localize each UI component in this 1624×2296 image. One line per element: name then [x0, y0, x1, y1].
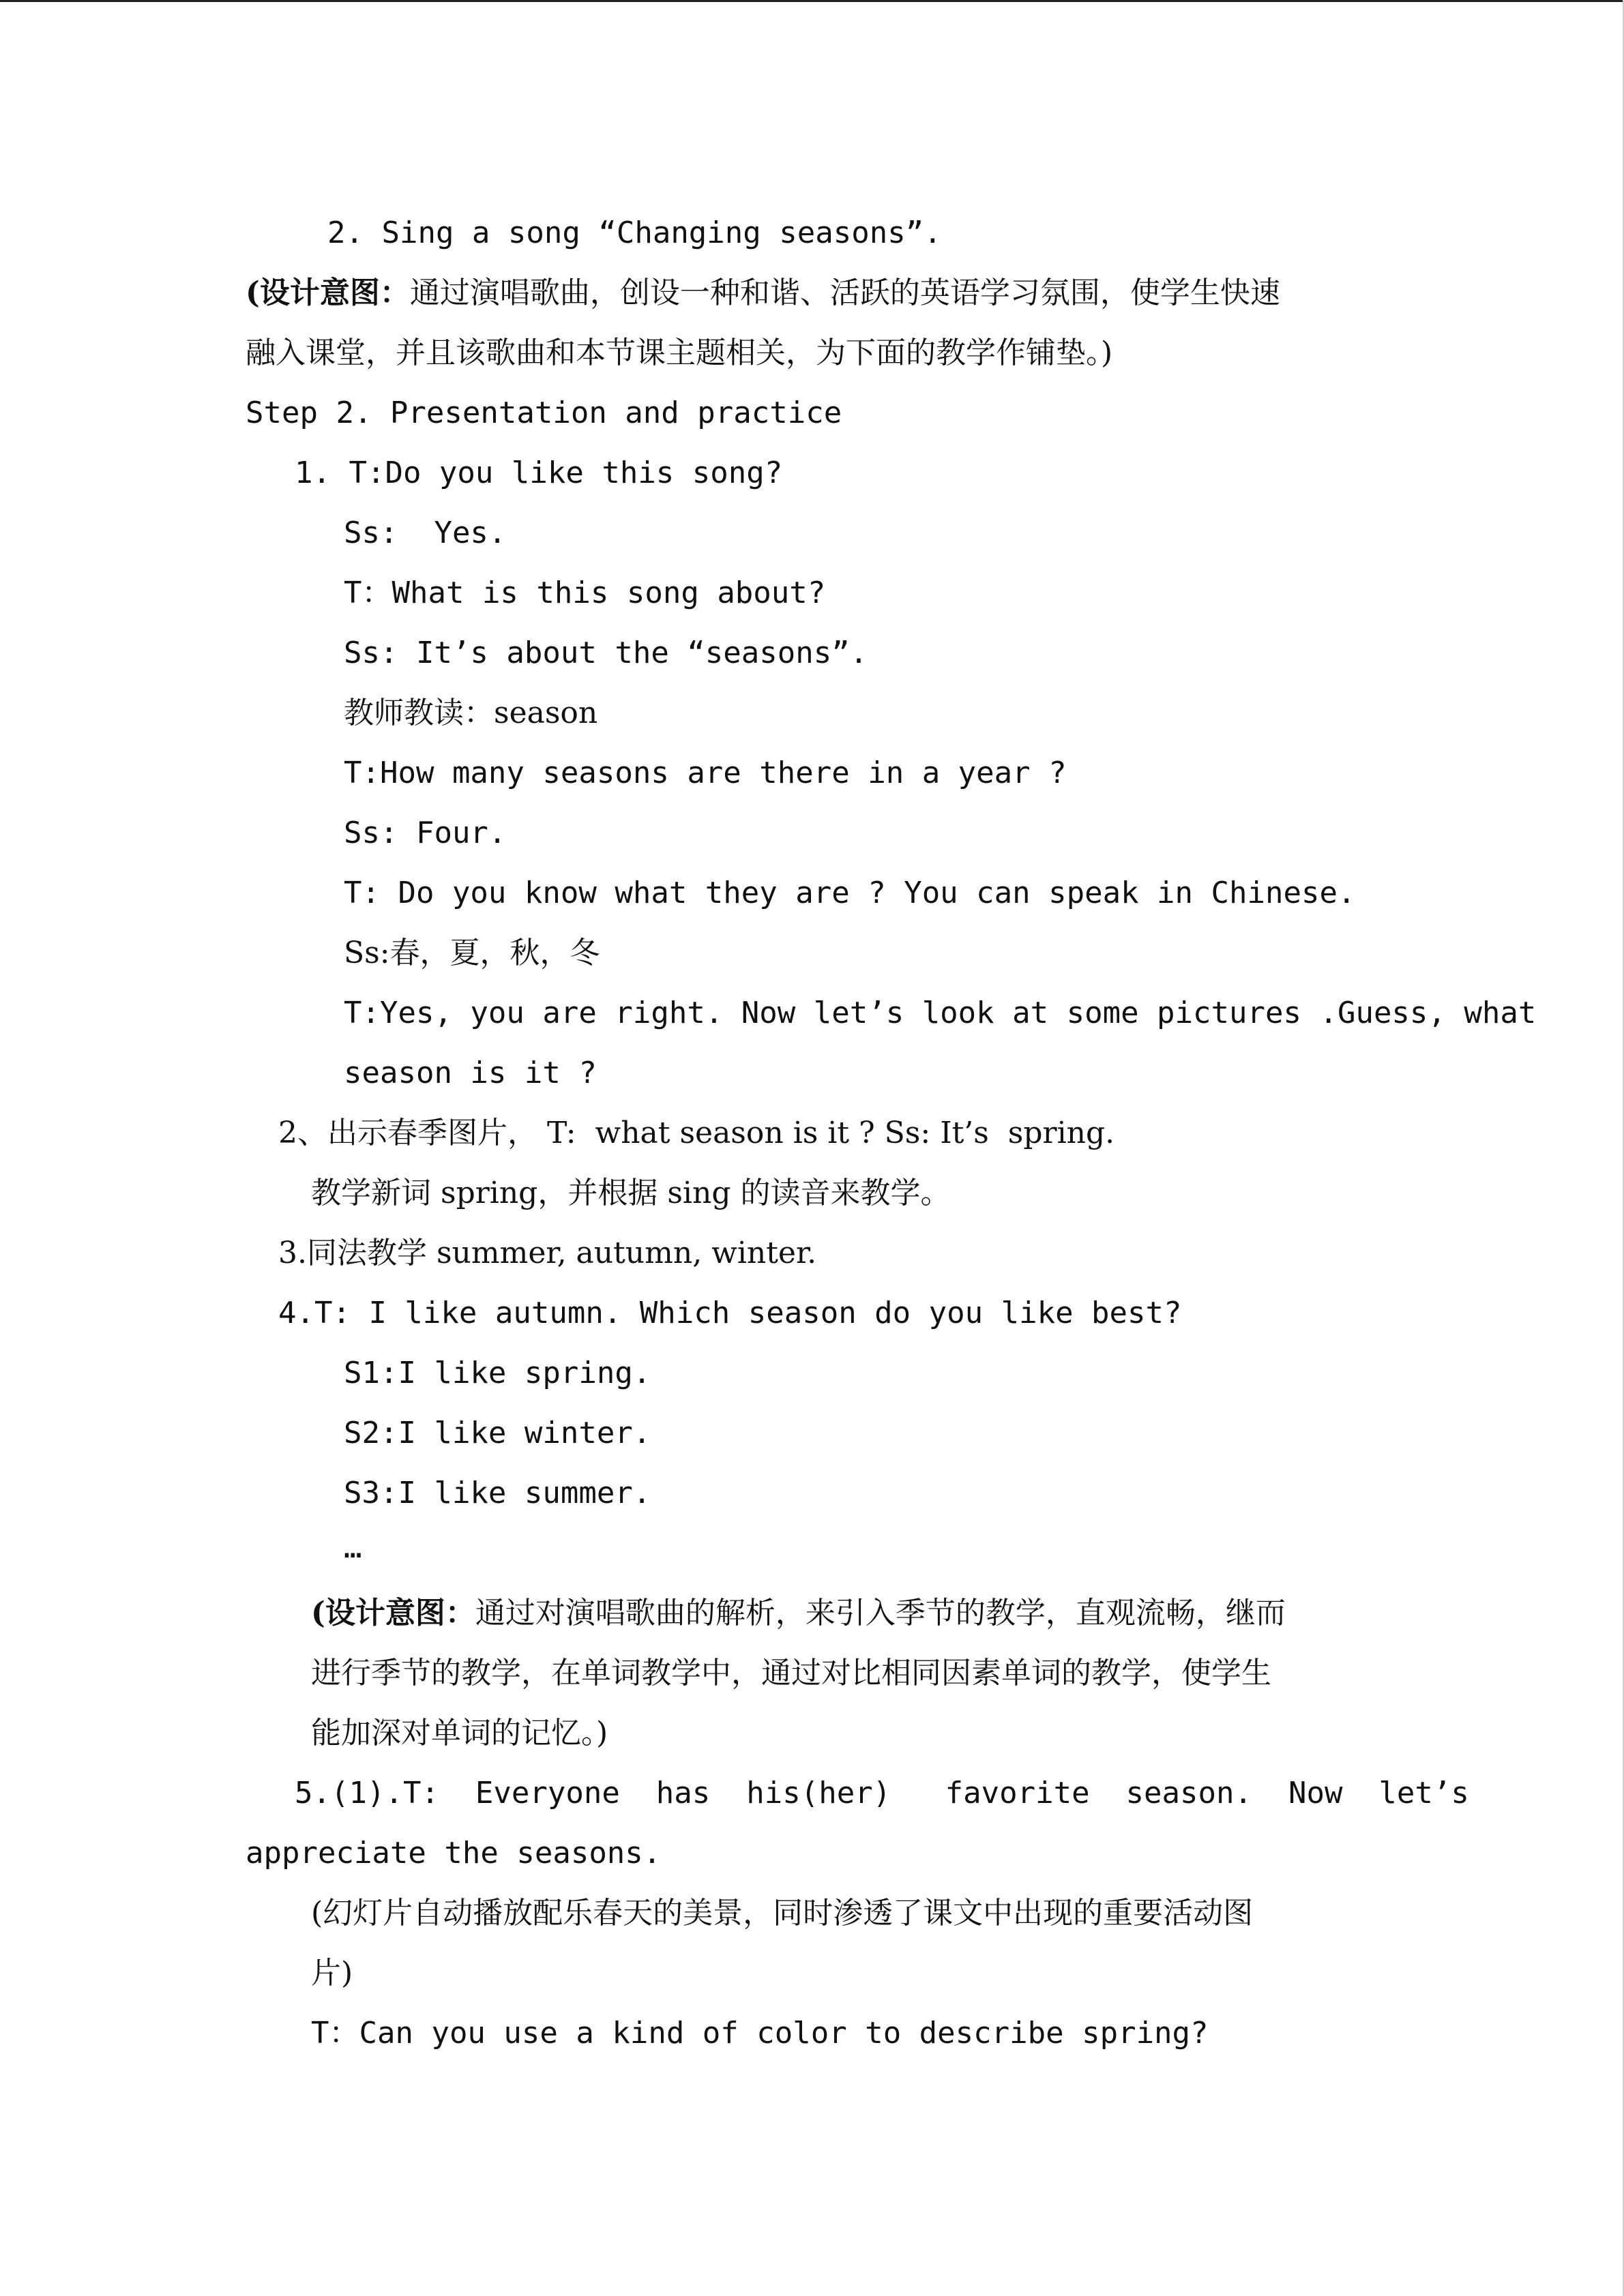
slideshow-note-line-1: (幻灯片自动播放配乐春天的美景，同时渗透了课文中出现的重要活动图 — [311, 1896, 1254, 1930]
activity-note: 教学新词 spring，并根据 sing 的读音来教学。 — [311, 1176, 951, 1210]
slideshow-note-line-2: 片) — [311, 1956, 353, 1991]
design-intent-1-line-1 — [246, 273, 1280, 314]
dialogue-line: Ss: It’s about the “seasons”. — [344, 636, 868, 670]
dialogue-line: T:Yes, you are right. Now let’s look at some pictures .Guess, what — [344, 996, 1537, 1030]
dialogue-line: S1:I like spring. — [344, 1356, 651, 1390]
teacher-note: 教师教读：season — [344, 696, 598, 730]
dialogue-line: Ss: Four. — [344, 816, 507, 850]
page-top-border — [0, 0, 1624, 2]
activity-item: 5.(1).T: Everyone has his(her) favorite season. Now let’s — [295, 1776, 1469, 1810]
dialogue-line: Ss:春，夏，秋，冬 — [344, 936, 600, 970]
step-2-heading: Step 2. Presentation and practice — [246, 396, 842, 430]
dialogue-line: T：What is this song about? — [344, 576, 826, 610]
activity-item-continued: appreciate the seasons. — [246, 1836, 662, 1870]
design-intent-2-line-1 — [311, 1593, 1286, 1634]
song-item: 2. Sing a song “Changing seasons”. — [327, 215, 942, 250]
dialogue-line: 1. T:Do you like this song? — [295, 456, 783, 490]
dialogue-line: S3:I like summer. — [344, 1476, 651, 1510]
activity-item: 2、出示春季图片， T: what season is it ? Ss: It’s spring. — [278, 1116, 1115, 1150]
dialogue-line: season is it ? — [344, 1056, 597, 1090]
ellipsis: … — [344, 1530, 362, 1565]
design-intent-label: (设计意图： — [311, 1596, 475, 1630]
design-intent-text: 通过对演唱歌曲的解析，来引入季节的教学，直观流畅，继而 — [475, 1596, 1286, 1630]
dialogue-line: Ss: Yes. — [344, 516, 507, 550]
design-intent-2-line-3: 能加深对单词的记忆。) — [311, 1716, 608, 1750]
dialogue-line: S2:I like winter. — [344, 1416, 651, 1450]
activity-item: 4.T: I like autumn. Which season do you like best? — [278, 1296, 1182, 1330]
design-intent-text: 通过演唱歌曲，创设一种和谐、活跃的英语学习氛围，使学生快速 — [409, 275, 1280, 310]
dialogue-line: T:How many seasons are there in a year ? — [344, 756, 1067, 790]
activity-item: 3.同法教学 summer, autumn, winter. — [278, 1236, 817, 1270]
design-intent-label: (设计意图： — [246, 275, 410, 310]
dialogue-line: T: Do you know what they are ? You can speak in Chinese. — [344, 876, 1356, 910]
dialogue-line: T：Can you use a kind of color to describe spring? — [311, 2016, 1209, 2051]
design-intent-2-line-2: 进行季节的教学，在单词教学中，通过对比相同因素单词的教学，使学生 — [311, 1656, 1271, 1690]
design-intent-1-line-2: 融入课堂，并且该歌曲和本节课主题相关，为下面的教学作铺垫。) — [246, 336, 1113, 370]
